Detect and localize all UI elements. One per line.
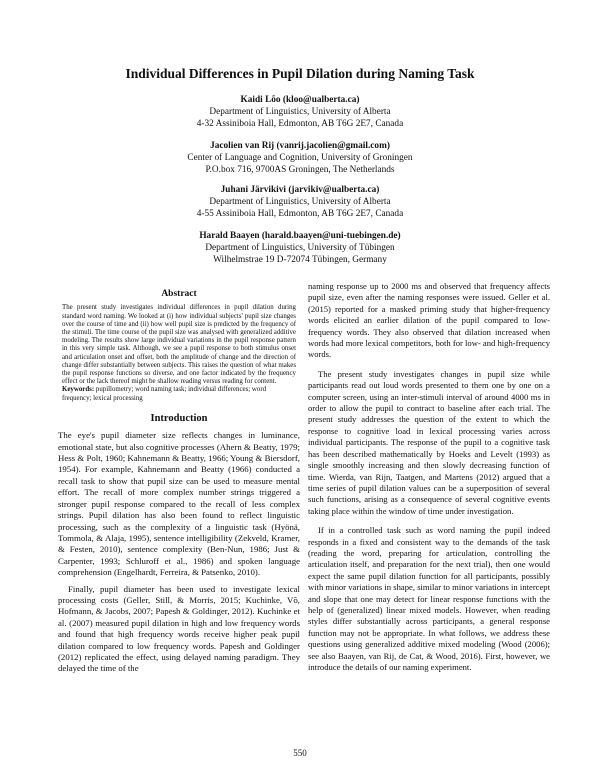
paragraph: If in a controlled task such as word naming the pupil indeed responds in a fixed and consistent way to the demands of the task (reading the word, preparing for articulation, controlling the articulation itself, and preparation for the next trial), then one would expect the same pupil dilation function for all participants, possibly with minor variations in shape, similar to minor variations in intercept and slope that one may detect for linear response functions with the help of (generalized) linear mixed models. However, when reading styles differ substantially across participants, a general response function may not be appropriate. In what follows, we address these questions using generalized additive mixed modeling (Wood (2006); see also Baayen, van Rij, de Cat, & Wood, 2016). First, however, we introduce the details of our naming experiment. [308,525,550,672]
left-column [58,283,300,680]
author-affiliation: Department of Linguistics, University of Tübingen [205,243,395,253]
introduction-heading: Introduction [150,412,208,424]
author-block-4 [100,230,500,266]
abstract-text: The present study investigates individual differences in pupil dilation during standard word naming. We looked at (i) how individual subjects' pupil size changes over the course of time and (ii) how well pupil size is predicted by the frequency of the stimuli. The time course of the pupil size was analysed with generalized additive modeling. The results show large individual variations in the pupil response pattern in this very simple task. Although, we see a pupil response to both stimulus onset and articulation onset and offset, both the amplitude of change and the direction of change differ substantially between subjects. This raises the question of what makes the pupil response functions so diverse, and one factor indicated by the frequency effect or the lack thereof might be shallow reading versus reading for content. [62,304,296,386]
paragraph: Finally, pupil diameter has been used to investigate lexical processing costs (Geller, Still, & Morris, 2015; Kuchinke, Võ, Hofmann, & Jacobs, 2007; Papesh & Goldinger, 2012). Kuchinke et al. (2007) measured pupil dilation in high and low frequency words and found that high frequency words receive higher peak pupil dilation compared to low frequency words. Papesh and Goldinger (2012) replicated the effect, using delayed naming paradigm. They delayed the time of the [58,583,300,674]
paragraph: The present study investigates changes in pupil size while participants read out loud words presented to them one by one on a computer screen, using an inter-stimuli interval of around 4000 ms in order to allow the pupil to contract to baseline after each trial. The present study addresses the question of the extent to which the response to cognitive load in lexical processing varies across individual participants. The response of the pupil to a cognitive task has been described mathematically by Hoeks and Levelt (1993) as single smoothly increasing and then slowly decreasing function of time. Wierda, van Rijn, Taatgen, and Martens (2012) argued that a time series of pupil dilation values can be a superposition of several such functions, arising as a consequence of several cognitive events taking place within the window of time under investigation. [308,368,550,516]
keywords [58,386,300,402]
author-block-1 [100,94,500,130]
abstract-heading: Abstract [161,289,197,299]
author-address: P.O.box 716, 9700AS Groningen, The Netherlands [205,165,395,175]
paragraph: The eye's pupil diameter size reflects changes in luminance, emotional state, but also cognitive processes (Ahern & Beatty, 1979; Hess & Polt, 1960; Kahnemann & Beatty, 1966; Young & Biersdorf, 1954). For example, Kahnemann and Beatty (1966) conducted a recall task to show that pupil size can be used to measure mental effort. The recall of more complex number strings triggered a stronger pupil response compared to the recall of less complex strings. Pupil dilation has also been found to reflect linguistic processing, such as the complexity of a linguistic task (Hyönä, Tommola, & Alaja, 1995), sentence intelligibility (Zekveld, Kramer, & Festen, 2010), sentence complexity (Ben-Nun, 1986; Just & Carpenter, 1993; Schluroff et al., 1986) and spoken language comprehension (Engelhardt, Ferreira, & Patsenko, 2010). [58,430,300,578]
author-affiliation: Center of Language and Cognition, University of Groningen [187,153,413,163]
paper-title: Individual Differences in Pupil Dilation during Naming Task [125,66,475,81]
paragraph: naming response up to 2000 ms and observed that frequency affects pupil size, even after the naming responses were issued. Geller et al. (2015) reported for a masked priming study that higher-frequency words elicited an earlier dilation of the pupil compared to low-frequency words. They also observed that dilation increased when words had more lexical competitors, both for low- and high-frequency words. [308,281,550,360]
author-name: Harald Baayen (harald.baayen@uni-tuebingen.de) [199,231,401,241]
keywords-label: Keywords: [62,386,95,394]
author-name: Kaidi Lõo (kloo@ualberta.ca) [240,95,360,105]
author-name: Jacolien van Rij (vanrij.jacolien@gmail.com) [210,141,390,151]
author-block-3 [100,184,500,220]
author-name: Juhani Järvikivi (jarvikiv@ualberta.ca) [220,185,380,195]
author-address: 4-32 Assiniboia Hall, Edmonton, AB T6G 2E7, Canada [196,119,404,129]
author-affiliation: Department of Linguistics, University of Alberta [209,197,391,207]
page-number: 550 [293,748,307,758]
keywords-text: pupillometry; word naming task; individual differences; word frequency; lexical processing [62,386,267,402]
right-column [308,281,550,681]
author-block-2 [100,140,500,176]
author-affiliation: Department of Linguistics, University of Alberta [209,107,391,117]
author-address: 4-55 Assiniboia Hall, Edmonton, AB T6G 2E7, Canada [196,209,404,219]
author-address: Wilhelmstrae 19 D-72074 Tübingen, Germany [213,255,387,265]
